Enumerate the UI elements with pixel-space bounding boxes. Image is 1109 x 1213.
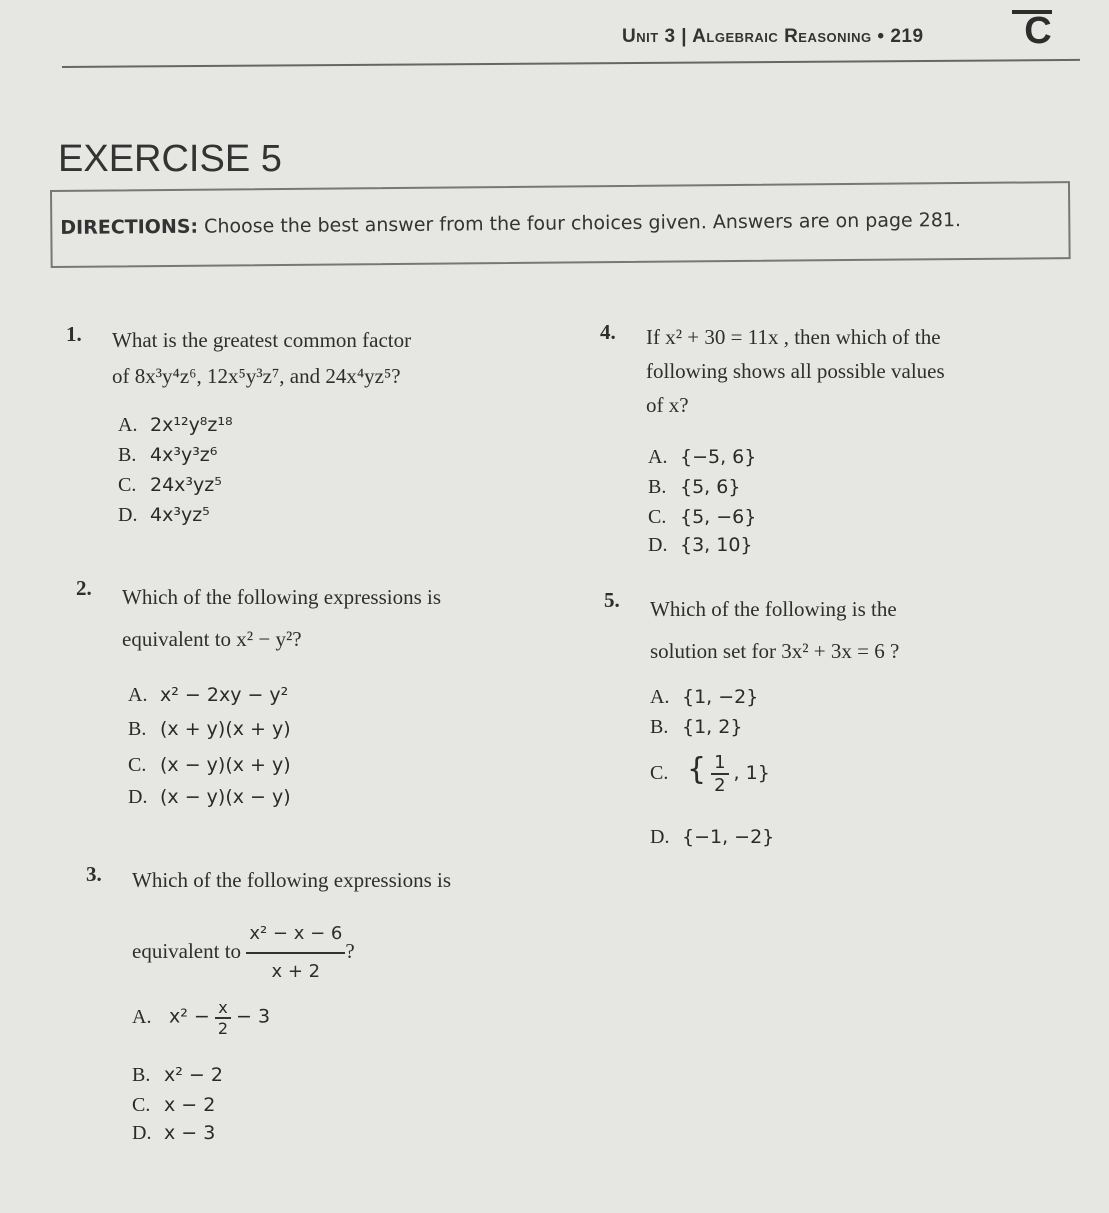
question-stem: If x² + 30 = 11x , then which of the [646,325,941,349]
question-stem: solution set for 3x² + 3x = 6 ? [650,639,900,663]
question-stem: of x? [646,393,689,417]
question-stem: Which of the following expressions is [122,585,442,609]
question-stem: Which of the following is the [650,597,897,621]
chapter-logo: C [1024,10,1052,52]
fraction: $\frac{\text{x² − x − 6}}{x + 2}$ [246,916,345,990]
header-rule [62,59,1080,68]
question-stem: following shows all possible values [646,359,945,383]
option-5b[interactable]: B. {1, 2} [650,716,743,738]
option-2b[interactable]: B. (x + y)(x + y) [128,718,291,740]
option-4c[interactable]: C. {5, −6} [648,506,757,528]
running-head: Unit 3 | Algebraic Reasoning • 219 [622,26,924,47]
option-2c[interactable]: C. (x − y)(x + y) [128,754,291,776]
option-5d[interactable]: D. {−1, −2} [650,826,775,848]
question-stem: What is the greatest common factor [112,328,412,352]
option-3a[interactable]: A. x² − $\frac{x}{2}$ − 3 [132,998,271,1038]
option-3b[interactable]: B. x² − 2 [132,1064,223,1086]
option-4d[interactable]: D. {3, 10} [648,534,753,556]
option-2a[interactable]: A. x² − 2xy − y² [128,684,289,706]
question-number: 4. [600,320,616,344]
fraction: $\frac{x}{2}$ [215,998,231,1038]
textbook-page: Unit 3 | Algebraic Reasoning • 219 C EXERCISE 5 DIRECTIONS: Choose the best answer from the four choices given. Answers are on page 281. 1. What is the greatest common factor of 8x³y⁴z⁶, 12x⁵y³z⁷, and 24x⁴yz⁵? A. 2x¹²y⁸z¹⁸ B. 4x³y³z⁶ C. 24x³yz⁵ D. 4x³yz⁵ 2. Which of the following expressions is equivalent to x² − y²? A. x² − 2xy − y² B. (x + y)(x + y) C. (x − y)(x + y) D. (x − y)(x − y) 3. Which of the following expressions is equivalent to $\frac{\text{x² − x − 6}}{x + 2}$ ? A. x² − $\frac{x}{2}$ − 3 B. x² − 2 C. x − 2 D. x − 3 4. If x² + 30 = 11x , then which of the following shows all possible values of x? A. {−5, 6} B. {5, 6} C. {5, −6} D. {3, 10} 5. Which of the following is the solution set for 3x² + 3x = 6 ? A. {1, −2} B. {1, 2} C. { $\frac{1}{2}$ , 1} D. {−1, −2} [0,0,1109,1213]
option-5c[interactable]: C. { $\frac{1}{2}$ , 1} [650,752,770,797]
question-stem: equivalent to x² − y²? [122,627,302,651]
directions-box [50,181,1071,268]
directions-label: DIRECTIONS: [60,215,199,239]
option-3d[interactable]: D. x − 3 [132,1122,216,1144]
question-number: 5. [604,588,620,612]
option-4b[interactable]: B. {5, 6} [648,476,741,498]
option-1a[interactable]: A. 2x¹²y⁸z¹⁸ [118,414,233,436]
option-1c[interactable]: C. 24x³yz⁵ [118,474,222,496]
option-3c[interactable]: C. x − 2 [132,1094,216,1116]
option-4a[interactable]: A. {−5, 6} [648,446,757,468]
question-number: 2. [76,576,92,600]
option-5a[interactable]: A. {1, −2} [650,686,759,708]
option-2d[interactable]: D. (x − y)(x − y) [128,786,291,808]
question-number: 3. [86,862,102,886]
fraction: $\frac{1}{2}$ [711,752,728,796]
question-stem: equivalent to [132,938,242,963]
question-number: 1. [66,322,82,346]
question-stem: Which of the following expressions is [132,868,452,892]
option-1d[interactable]: D. 4x³yz⁵ [118,504,210,526]
question-stem: of 8x³y⁴z⁶, 12x⁵y³z⁷, and 24x⁴yz⁵? [112,364,401,388]
option-1b[interactable]: B. 4x³y³z⁶ [118,444,218,466]
directions-text: Choose the best answer from the four choices given. Answers are on page 281. [197,209,962,238]
exercise-title: EXERCISE 5 [58,138,282,180]
